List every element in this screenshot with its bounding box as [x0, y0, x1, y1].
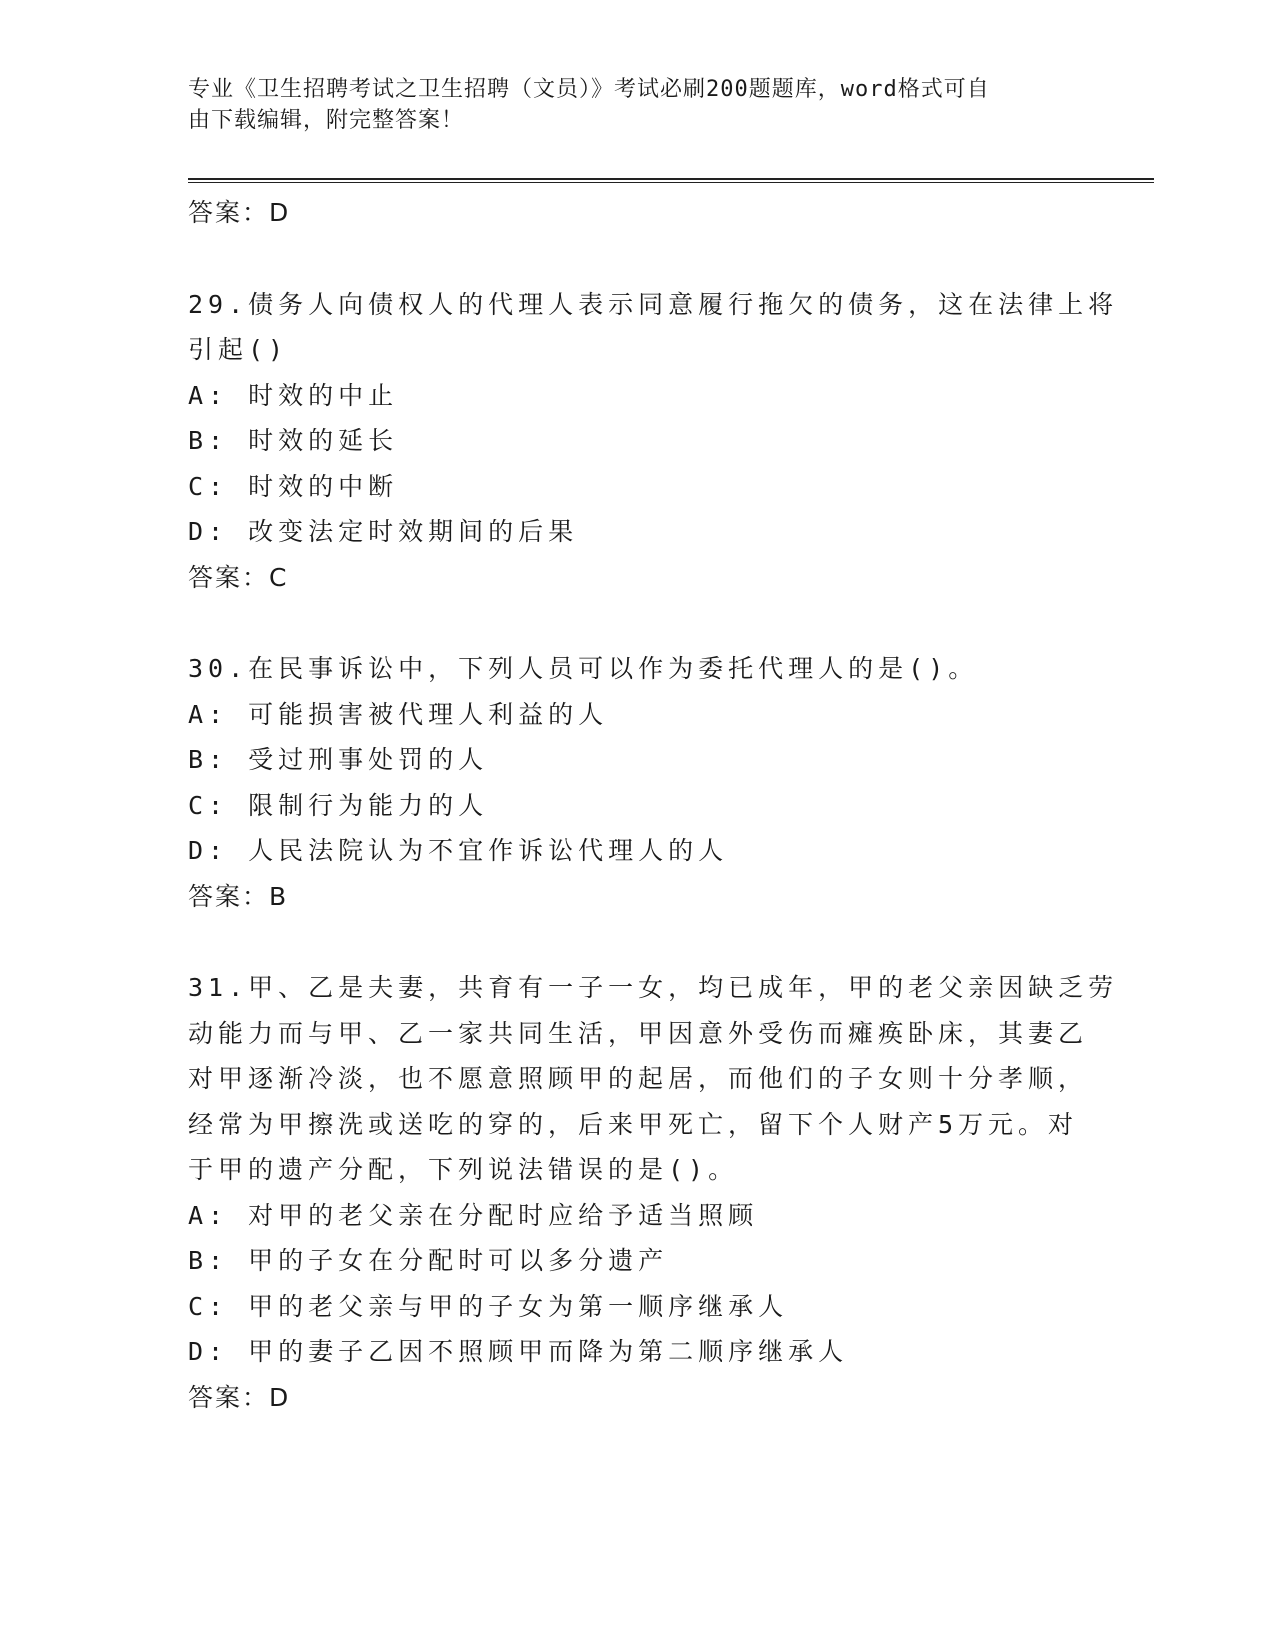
question-stem-line: 引起() [188, 335, 289, 364]
option-d: D: 甲的妻子乙因不照顾甲而降为第二顺序继承人 [188, 1337, 849, 1366]
answer-line: 答案：D [188, 1382, 291, 1412]
option-d: D: 人民法院认为不宜作诉讼代理人的人 [188, 836, 729, 865]
option-b: B: 甲的子女在分配时可以多分遗产 [188, 1246, 669, 1275]
answer-line: 答案：C [188, 562, 289, 592]
spacer [188, 236, 1088, 282]
question-stem-line: 动能力而与甲、乙一家共同生活，甲因意外受伤而瘫痪卧床，其妻乙 [188, 1018, 1089, 1048]
question-31 [188, 965, 1119, 1420]
question-stem-line: 经常为甲擦洗或送吃的穿的，后来甲死亡，留下个人财产5万元。对 [188, 1109, 1079, 1139]
question-stem-line: 29.债务人向债权人的代理人表示同意履行拖欠的债务，这在法律上将 [188, 289, 1119, 319]
question-content [188, 190, 1119, 1420]
header-line-1: 专业《卫生招聘考试之卫生招聘（文员）》考试必刷200题题库，word格式可自 [188, 77, 990, 102]
previous-answer: 答案：D [188, 198, 291, 227]
question-29 [188, 282, 1119, 601]
question-stem-line: 对甲逐渐冷淡，也不愿意照顾甲的起居，而他们的子女则十分孝顺， [188, 1064, 1089, 1093]
option-a: A: 时效的中止 [188, 380, 399, 410]
spacer [188, 600, 1088, 646]
option-b: B: 时效的延长 [188, 426, 399, 455]
question-30 [188, 646, 1088, 919]
option-d: D: 改变法定时效期间的后果 [188, 517, 579, 546]
option-c: C: 限制行为能力的人 [188, 790, 489, 820]
option-a: A: 对甲的老父亲在分配时应给予适当照顾 [188, 1200, 759, 1230]
header-divider [188, 178, 1154, 183]
option-b: B: 受过刑事处罚的人 [188, 745, 489, 774]
answer-line: 答案：B [188, 881, 289, 911]
question-stem-line: 31.甲、乙是夫妻，共育有一子一女，均已成年，甲的老父亲因缺乏劳 [188, 973, 1119, 1002]
option-c: C: 甲的老父亲与甲的子女为第一顺序继承人 [188, 1291, 789, 1321]
header-line-2: 由下载编辑，附完整答案！ [188, 108, 465, 133]
question-stem-line: 于甲的遗产分配，下列说法错误的是()。 [188, 1155, 739, 1184]
page-header [188, 74, 1068, 136]
option-c: C: 时效的中断 [188, 471, 399, 501]
option-a: A: 可能损害被代理人利益的人 [188, 699, 609, 729]
spacer [188, 919, 1088, 965]
question-stem-line: 30.在民事诉讼中，下列人员可以作为委托代理人的是()。 [188, 654, 979, 683]
